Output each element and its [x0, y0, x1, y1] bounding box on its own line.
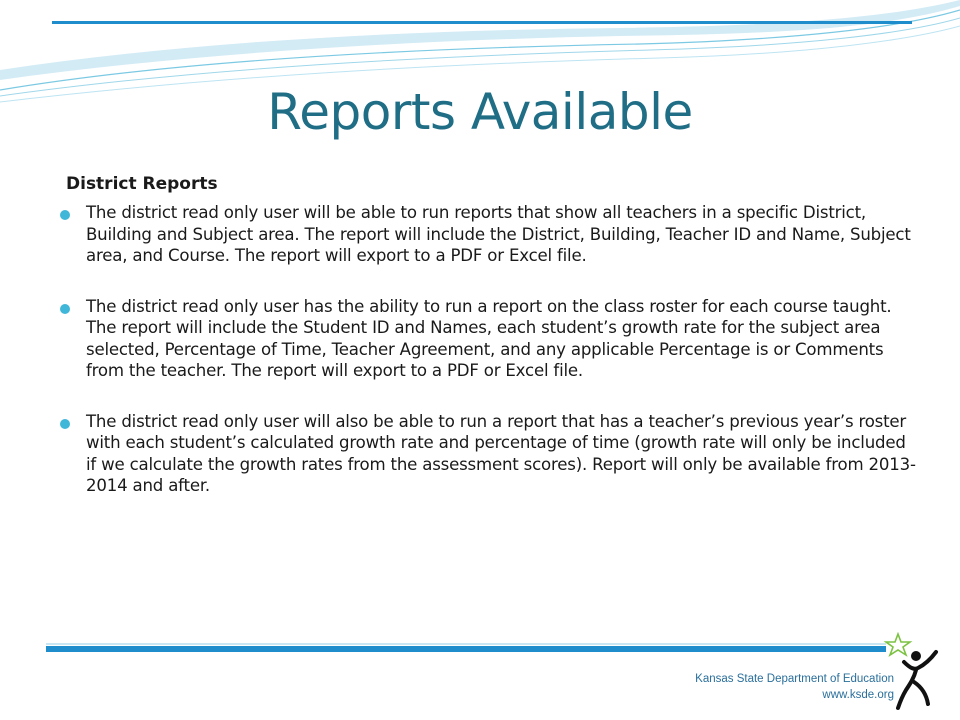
bullet-item [60, 202, 916, 267]
slide-content [66, 172, 916, 526]
section-heading: District Reports [66, 174, 218, 194]
bullet-text: The district read only user has the ability to run a report on the class roster for each course taught. The report will include the Student ID and Names, each student’s growth rate for the subject area selected, Percentage of Time, Teacher Agreement, and any applicable Percentage is or Comments from the teacher. The report will export to a PDF or Excel file. [86, 296, 892, 380]
footer-organization: Kansas State Department of Education [695, 673, 894, 685]
footer-website: www.ksde.org [822, 689, 894, 701]
bullet-item [60, 411, 916, 497]
slide-title: Reports Available [267, 83, 693, 141]
ksde-logo-icon [880, 632, 942, 712]
bullet-item [60, 296, 916, 382]
bullet-text: The district read only user will also be able to run a report that has a teacher’s previous year’s roster with each student’s calculated growth rate and percentage of time (growth rate will only be included if we calculate the growth rates from the assessment scores). Report will only be available from 2013-2014 and after. [86, 411, 916, 495]
footer-divider-light [46, 643, 886, 645]
bullet-text: The district read only user will be able to run reports that show all teachers in a specific District, Building and Subject area. The report will include the District, Building, Teacher ID and Name, Subject area, and Course. The report will export to a PDF or Excel file. [86, 203, 911, 265]
bullet-dot-icon [60, 304, 70, 314]
footer-credit [695, 671, 894, 703]
bullet-dot-icon [60, 419, 70, 429]
footer-divider [46, 646, 886, 652]
bullet-dot-icon [60, 210, 70, 220]
